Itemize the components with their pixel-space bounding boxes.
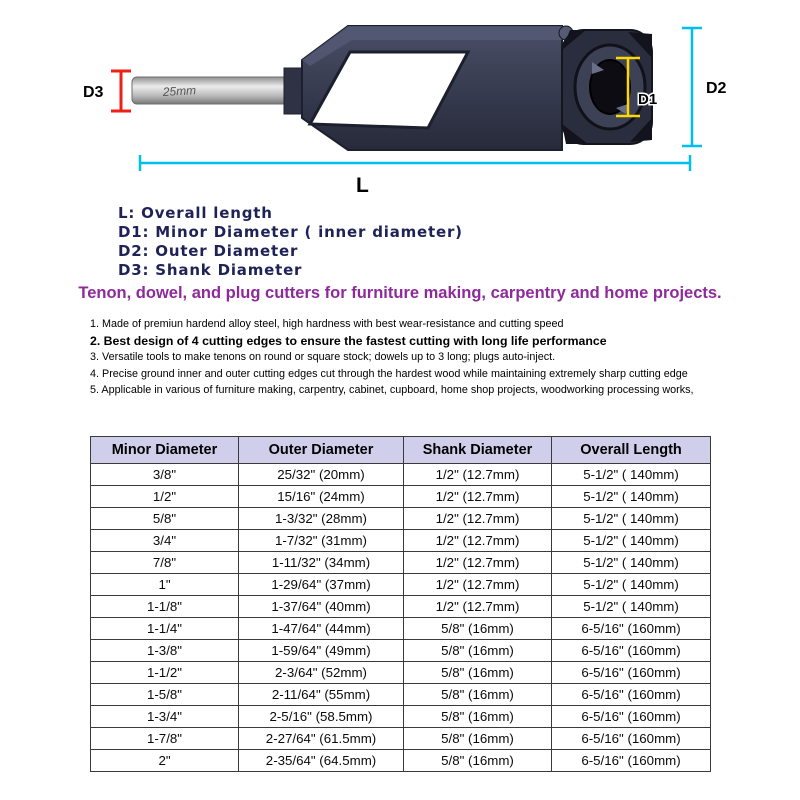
cell-shank-diameter: 1/2" (12.7mm) xyxy=(404,552,552,574)
table-row xyxy=(91,508,711,530)
table-row xyxy=(91,618,711,640)
dimension-d3 xyxy=(111,71,131,111)
plug-cutter-drawing xyxy=(0,0,800,200)
cell-shank-diameter: 1/2" (12.7mm) xyxy=(404,530,552,552)
cell-outer-diameter: 1-37/64" (40mm) xyxy=(239,596,404,618)
cell-overall-length: 5-1/2" ( 140mm) xyxy=(552,596,711,618)
cell-overall-length: 5-1/2" ( 140mm) xyxy=(552,464,711,486)
table-row xyxy=(91,662,711,684)
cell-overall-length: 6-5/16" (160mm) xyxy=(552,618,711,640)
cell-minor-diameter: 3/4" xyxy=(91,530,239,552)
cell-shank-diameter: 5/8" (16mm) xyxy=(404,618,552,640)
cell-minor-diameter: 2" xyxy=(91,750,239,772)
cell-shank-diameter: 5/8" (16mm) xyxy=(404,728,552,750)
col-header-shank-diameter: Shank Diameter xyxy=(404,437,552,464)
table-row xyxy=(91,728,711,750)
shank xyxy=(132,77,288,104)
cell-shank-diameter: 1/2" (12.7mm) xyxy=(404,596,552,618)
tool-diagram xyxy=(0,0,800,200)
product-headline: Tenon, dowel, and plug cutters for furniture making, carpentry and home projects. xyxy=(78,284,722,302)
table-row xyxy=(91,596,711,618)
feature-item: 1. Made of premiun hardend alloy steel, high hardness with best wear-resistance and cutting speed xyxy=(90,318,564,330)
cell-outer-diameter: 2-35/64" (64.5mm) xyxy=(239,750,404,772)
feature-list xyxy=(90,316,730,399)
table-row xyxy=(91,706,711,728)
feature-item: 5. Applicable in various of furniture making, carpentry, cabinet, cupboard, home shop projects, woodworking processing works, xyxy=(90,384,694,396)
cell-minor-diameter: 1" xyxy=(91,574,239,596)
cell-overall-length: 5-1/2" ( 140mm) xyxy=(552,552,711,574)
cell-overall-length: 6-5/16" (160mm) xyxy=(552,640,711,662)
label-l: L xyxy=(356,174,369,197)
cell-overall-length: 5-1/2" ( 140mm) xyxy=(552,574,711,596)
cell-minor-diameter: 1-3/4" xyxy=(91,706,239,728)
cell-minor-diameter: 1-5/8" xyxy=(91,684,239,706)
cell-outer-diameter: 1-29/64" (37mm) xyxy=(239,574,404,596)
cell-outer-diameter: 2-27/64" (61.5mm) xyxy=(239,728,404,750)
cell-overall-length: 5-1/2" ( 140mm) xyxy=(552,530,711,552)
label-d2: D2 xyxy=(706,80,727,97)
cell-shank-diameter: 5/8" (16mm) xyxy=(404,706,552,728)
cell-shank-diameter: 1/2" (12.7mm) xyxy=(404,508,552,530)
spec-table xyxy=(90,436,711,772)
col-header-minor-diameter: Minor Diameter xyxy=(91,437,239,464)
cutter-body xyxy=(302,26,562,150)
cell-overall-length: 6-5/16" (160mm) xyxy=(552,728,711,750)
shank-marking: 25mm xyxy=(162,83,197,99)
cutter-head xyxy=(562,30,652,144)
table-row xyxy=(91,552,711,574)
feature-item: 4. Precise ground inner and outer cutting edges cut through the hardest wood while maintaining extremely sharp cutting edge xyxy=(90,367,688,380)
cell-outer-diameter: 25/32" (20mm) xyxy=(239,464,404,486)
table-row xyxy=(91,640,711,662)
table-row xyxy=(91,684,711,706)
spec-table-body xyxy=(91,464,711,772)
table-row xyxy=(91,464,711,486)
cell-outer-diameter: 2-11/64" (55mm) xyxy=(239,684,404,706)
table-row xyxy=(91,530,711,552)
table-row xyxy=(91,750,711,772)
label-d1: D1 xyxy=(638,91,658,108)
col-header-outer-diameter: Outer Diameter xyxy=(239,437,404,464)
cell-minor-diameter: 3/8" xyxy=(91,464,239,486)
feature-item: 2. Best design of 4 cutting edges to ensure the fastest cutting with long life performance xyxy=(90,333,607,348)
cell-overall-length: 6-5/16" (160mm) xyxy=(552,684,711,706)
cell-minor-diameter: 1-1/4" xyxy=(91,618,239,640)
table-row xyxy=(91,574,711,596)
cell-shank-diameter: 5/8" (16mm) xyxy=(404,750,552,772)
cell-shank-diameter: 1/2" (12.7mm) xyxy=(404,464,552,486)
legend-line: D1: Minor Diameter ( inner diameter) xyxy=(118,223,463,241)
cell-overall-length: 6-5/16" (160mm) xyxy=(552,706,711,728)
cell-minor-diameter: 1-1/2" xyxy=(91,662,239,684)
cell-minor-diameter: 7/8" xyxy=(91,552,239,574)
cell-minor-diameter: 1/2" xyxy=(91,486,239,508)
cell-outer-diameter: 2-5/16" (58.5mm) xyxy=(239,706,404,728)
legend-line: L: Overall length xyxy=(118,204,273,222)
cell-outer-diameter: 1-59/64" (49mm) xyxy=(239,640,404,662)
cell-shank-diameter: 5/8" (16mm) xyxy=(404,684,552,706)
dimension-legend xyxy=(118,204,463,280)
cell-minor-diameter: 1-3/8" xyxy=(91,640,239,662)
cell-overall-length: 5-1/2" ( 140mm) xyxy=(552,486,711,508)
cell-minor-diameter: 1-1/8" xyxy=(91,596,239,618)
col-header-overall-length: Overall Length xyxy=(552,437,711,464)
cell-overall-length: 5-1/2" ( 140mm) xyxy=(552,508,711,530)
cell-outer-diameter: 1-7/32" (31mm) xyxy=(239,530,404,552)
cell-outer-diameter: 1-47/64" (44mm) xyxy=(239,618,404,640)
feature-item: 3. Versatile tools to make tenons on round or square stock; dowels up to 3 long; plugs auto-inject. xyxy=(90,351,556,363)
cell-outer-diameter: 1-3/32" (28mm) xyxy=(239,508,404,530)
cell-shank-diameter: 1/2" (12.7mm) xyxy=(404,574,552,596)
cell-outer-diameter: 1-11/32" (34mm) xyxy=(239,552,404,574)
legend-line: D2: Outer Diameter xyxy=(118,242,299,260)
cell-minor-diameter: 5/8" xyxy=(91,508,239,530)
cell-outer-diameter: 2-3/64" (52mm) xyxy=(239,662,404,684)
cell-overall-length: 6-5/16" (160mm) xyxy=(552,750,711,772)
cell-minor-diameter: 1-7/8" xyxy=(91,728,239,750)
spec-table-header xyxy=(91,437,711,464)
cell-overall-length: 6-5/16" (160mm) xyxy=(552,662,711,684)
legend-line: D3: Shank Diameter xyxy=(118,261,303,279)
table-row xyxy=(91,486,711,508)
cell-shank-diameter: 1/2" (12.7mm) xyxy=(404,486,552,508)
dimension-d2 xyxy=(682,28,702,146)
dimension-l xyxy=(140,155,690,171)
label-d3: D3 xyxy=(83,84,104,101)
cell-shank-diameter: 5/8" (16mm) xyxy=(404,640,552,662)
cell-shank-diameter: 5/8" (16mm) xyxy=(404,662,552,684)
cell-outer-diameter: 15/16" (24mm) xyxy=(239,486,404,508)
